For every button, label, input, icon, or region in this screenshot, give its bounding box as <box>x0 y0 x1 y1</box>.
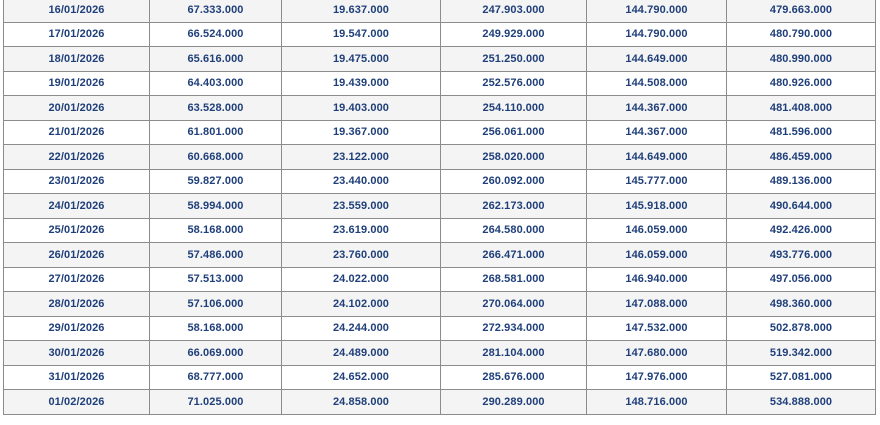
value-cell-4: 145.777.000 <box>587 169 727 194</box>
value-cell-2: 19.403.000 <box>282 96 441 121</box>
value-cell-1: 68.777.000 <box>150 365 282 390</box>
value-cell-2: 23.559.000 <box>282 194 441 219</box>
value-cell-2: 23.122.000 <box>282 145 441 170</box>
value-cell-1: 57.486.000 <box>150 243 282 268</box>
value-cell-1: 58.168.000 <box>150 316 282 341</box>
table-row <box>4 47 876 72</box>
value-cell-1: 58.168.000 <box>150 218 282 243</box>
value-cell-4: 146.059.000 <box>587 243 727 268</box>
value-cell-4: 147.088.000 <box>587 292 727 317</box>
date-cell: 16/01/2026 <box>4 0 150 22</box>
value-cell-3: 268.581.000 <box>441 267 587 292</box>
value-cell-1: 71.025.000 <box>150 390 282 415</box>
value-cell-4: 144.790.000 <box>587 22 727 47</box>
value-cell-2: 23.619.000 <box>282 218 441 243</box>
value-cell-1: 57.513.000 <box>150 267 282 292</box>
value-cell-4: 147.532.000 <box>587 316 727 341</box>
value-cell-2: 24.489.000 <box>282 341 441 366</box>
value-cell-4: 145.918.000 <box>587 194 727 219</box>
value-cell-3: 256.061.000 <box>441 120 587 145</box>
value-cell-5: 481.408.000 <box>727 96 876 121</box>
value-cell-3: 260.092.000 <box>441 169 587 194</box>
date-cell: 31/01/2026 <box>4 365 150 390</box>
value-cell-4: 144.790.000 <box>587 0 727 22</box>
data-table-container <box>3 0 875 415</box>
value-cell-4: 147.976.000 <box>587 365 727 390</box>
value-cell-2: 24.858.000 <box>282 390 441 415</box>
value-cell-3: 254.110.000 <box>441 96 587 121</box>
date-cell: 21/01/2026 <box>4 120 150 145</box>
value-cell-1: 58.994.000 <box>150 194 282 219</box>
table-row <box>4 267 876 292</box>
date-cell: 18/01/2026 <box>4 47 150 72</box>
value-cell-2: 24.244.000 <box>282 316 441 341</box>
value-cell-5: 497.056.000 <box>727 267 876 292</box>
value-cell-2: 19.475.000 <box>282 47 441 72</box>
value-cell-3: 285.676.000 <box>441 365 587 390</box>
value-cell-4: 146.940.000 <box>587 267 727 292</box>
value-cell-5: 534.888.000 <box>727 390 876 415</box>
value-cell-1: 60.668.000 <box>150 145 282 170</box>
table-body <box>4 0 876 414</box>
value-cell-3: 264.580.000 <box>441 218 587 243</box>
value-cell-2: 19.367.000 <box>282 120 441 145</box>
table-row <box>4 0 876 22</box>
value-cell-2: 23.760.000 <box>282 243 441 268</box>
table-row <box>4 22 876 47</box>
date-cell: 20/01/2026 <box>4 96 150 121</box>
value-cell-4: 148.716.000 <box>587 390 727 415</box>
date-cell: 24/01/2026 <box>4 194 150 219</box>
value-cell-3: 251.250.000 <box>441 47 587 72</box>
date-cell: 01/02/2026 <box>4 390 150 415</box>
value-cell-3: 258.020.000 <box>441 145 587 170</box>
value-cell-3: 249.929.000 <box>441 22 587 47</box>
value-cell-3: 252.576.000 <box>441 71 587 96</box>
value-cell-3: 290.289.000 <box>441 390 587 415</box>
date-cell: 30/01/2026 <box>4 341 150 366</box>
value-cell-5: 519.342.000 <box>727 341 876 366</box>
value-cell-3: 247.903.000 <box>441 0 587 22</box>
table-row <box>4 194 876 219</box>
date-cell: 28/01/2026 <box>4 292 150 317</box>
table-row <box>4 292 876 317</box>
value-cell-1: 64.403.000 <box>150 71 282 96</box>
date-cell: 29/01/2026 <box>4 316 150 341</box>
date-cell: 26/01/2026 <box>4 243 150 268</box>
table-row <box>4 365 876 390</box>
value-cell-1: 57.106.000 <box>150 292 282 317</box>
value-cell-4: 144.367.000 <box>587 120 727 145</box>
data-table <box>3 0 876 415</box>
value-cell-3: 266.471.000 <box>441 243 587 268</box>
value-cell-5: 489.136.000 <box>727 169 876 194</box>
date-cell: 22/01/2026 <box>4 145 150 170</box>
value-cell-4: 144.649.000 <box>587 47 727 72</box>
value-cell-5: 502.878.000 <box>727 316 876 341</box>
value-cell-1: 63.528.000 <box>150 96 282 121</box>
value-cell-1: 65.616.000 <box>150 47 282 72</box>
value-cell-4: 147.680.000 <box>587 341 727 366</box>
table-row <box>4 120 876 145</box>
table-row <box>4 243 876 268</box>
value-cell-2: 23.440.000 <box>282 169 441 194</box>
value-cell-2: 19.439.000 <box>282 71 441 96</box>
value-cell-2: 19.547.000 <box>282 22 441 47</box>
date-cell: 19/01/2026 <box>4 71 150 96</box>
value-cell-3: 262.173.000 <box>441 194 587 219</box>
date-cell: 27/01/2026 <box>4 267 150 292</box>
value-cell-3: 270.064.000 <box>441 292 587 317</box>
value-cell-3: 281.104.000 <box>441 341 587 366</box>
value-cell-5: 493.776.000 <box>727 243 876 268</box>
value-cell-5: 480.990.000 <box>727 47 876 72</box>
table-row <box>4 316 876 341</box>
table-row <box>4 218 876 243</box>
table-row <box>4 169 876 194</box>
value-cell-4: 144.508.000 <box>587 71 727 96</box>
value-cell-1: 61.801.000 <box>150 120 282 145</box>
value-cell-2: 19.637.000 <box>282 0 441 22</box>
value-cell-4: 146.059.000 <box>587 218 727 243</box>
value-cell-2: 24.102.000 <box>282 292 441 317</box>
value-cell-5: 498.360.000 <box>727 292 876 317</box>
value-cell-1: 67.333.000 <box>150 0 282 22</box>
value-cell-4: 144.367.000 <box>587 96 727 121</box>
value-cell-1: 59.827.000 <box>150 169 282 194</box>
value-cell-5: 480.790.000 <box>727 22 876 47</box>
value-cell-5: 479.663.000 <box>727 0 876 22</box>
table-row <box>4 341 876 366</box>
table-row <box>4 390 876 415</box>
value-cell-5: 480.926.000 <box>727 71 876 96</box>
table-row <box>4 96 876 121</box>
table-row <box>4 71 876 96</box>
value-cell-2: 24.022.000 <box>282 267 441 292</box>
date-cell: 25/01/2026 <box>4 218 150 243</box>
value-cell-4: 144.649.000 <box>587 145 727 170</box>
value-cell-5: 481.596.000 <box>727 120 876 145</box>
value-cell-5: 486.459.000 <box>727 145 876 170</box>
value-cell-5: 490.644.000 <box>727 194 876 219</box>
value-cell-5: 492.426.000 <box>727 218 876 243</box>
value-cell-1: 66.524.000 <box>150 22 282 47</box>
value-cell-5: 527.081.000 <box>727 365 876 390</box>
value-cell-1: 66.069.000 <box>150 341 282 366</box>
date-cell: 17/01/2026 <box>4 22 150 47</box>
date-cell: 23/01/2026 <box>4 169 150 194</box>
table-row <box>4 145 876 170</box>
value-cell-3: 272.934.000 <box>441 316 587 341</box>
value-cell-2: 24.652.000 <box>282 365 441 390</box>
